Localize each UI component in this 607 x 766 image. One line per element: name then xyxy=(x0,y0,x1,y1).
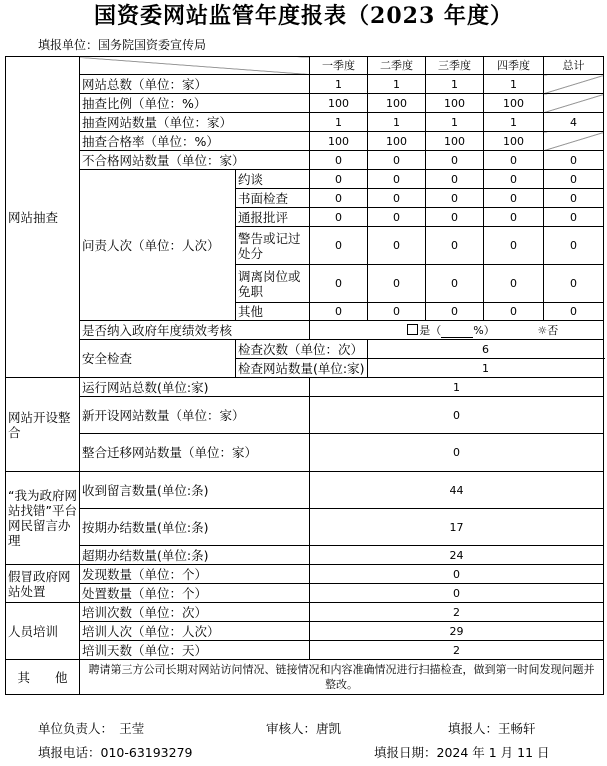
section-message: “我为政府网站找错”平台网民留言办理 xyxy=(6,472,80,565)
row-label: 培训天数（单位：天） xyxy=(80,641,310,660)
header-diagonal-cell xyxy=(80,57,310,75)
cell-value: 44 xyxy=(310,472,604,509)
cell-value: 0 xyxy=(484,151,544,170)
cell-total: 0 xyxy=(544,303,604,321)
cell-value: 0 xyxy=(310,584,604,603)
cell-value: 1 xyxy=(368,359,604,378)
cell-value: 1 xyxy=(310,378,604,397)
performance-options xyxy=(310,321,604,340)
col-q2: 二季度 xyxy=(368,57,426,75)
row-label: 网站总数（单位：家） xyxy=(80,75,310,94)
table-row xyxy=(6,509,604,546)
cell-value: 2 xyxy=(310,603,604,622)
cell-value: 100 xyxy=(368,94,426,113)
cell-value: 0 xyxy=(426,227,484,265)
cell-value: 1 xyxy=(426,113,484,132)
cell-value: 0 xyxy=(310,170,368,189)
report-title: 国资委网站监管年度报表（2023 年度） xyxy=(94,3,513,29)
cell-value: 0 xyxy=(484,189,544,208)
section-fake-sites: 假冒政府网站处置 xyxy=(6,565,80,603)
cell-value: 0 xyxy=(426,151,484,170)
table-row xyxy=(6,378,604,397)
cell-value: 6 xyxy=(368,340,604,359)
row-label: 收到留言数量(单位:条) xyxy=(80,472,310,509)
cell-value: 0 xyxy=(310,303,368,321)
row-label: 抽查比例（单位：%） xyxy=(80,94,310,113)
cell-value: 100 xyxy=(310,94,368,113)
cell-total: 0 xyxy=(544,151,604,170)
row-sublabel: 警告或记过处分 xyxy=(236,227,310,265)
row-label: 培训次数（单位：次） xyxy=(80,603,310,622)
fill-date: 填报日期：2024 年 1 月 11 日 xyxy=(374,745,550,760)
section-security: 安全检查 xyxy=(80,340,236,378)
cell-value: 29 xyxy=(310,622,604,641)
cell-value: 0 xyxy=(368,208,426,227)
cell-total: 0 xyxy=(544,170,604,189)
cell-value: 0 xyxy=(484,265,544,303)
cell-value: 0 xyxy=(426,208,484,227)
cell-value: 100 xyxy=(368,132,426,151)
table-row xyxy=(6,132,604,151)
cell-value: 1 xyxy=(310,113,368,132)
table-row xyxy=(6,584,604,603)
cell-value: 0 xyxy=(310,397,604,434)
section-other: 其 他 xyxy=(6,660,80,695)
cell-value: 1 xyxy=(310,75,368,94)
cell-value: 0 xyxy=(310,208,368,227)
row-label: 按期办结数量(单位:条) xyxy=(80,509,310,546)
row-label: 运行网站总数(单位:家) xyxy=(80,378,310,397)
cell-value: 0 xyxy=(368,265,426,303)
cell-value: 0 xyxy=(426,189,484,208)
cell-value: 1 xyxy=(368,113,426,132)
cell-value: 100 xyxy=(484,132,544,151)
cell-value: 100 xyxy=(426,94,484,113)
cell-value: 0 xyxy=(484,170,544,189)
cell-total: 0 xyxy=(544,265,604,303)
other-description: 聘请第三方公司长期对网站访问情况、链接情况和内容准确情况进行扫描检查，做到第一时间发现问题并整改。 xyxy=(80,660,604,695)
row-sublabel: 约谈 xyxy=(236,170,310,189)
table-row xyxy=(6,75,604,94)
cell-value: 2 xyxy=(310,641,604,660)
cell-value: 0 xyxy=(310,434,604,472)
table-row xyxy=(6,434,604,472)
cell-total: 0 xyxy=(544,227,604,265)
table-row xyxy=(6,603,604,622)
cell-value: 17 xyxy=(310,509,604,546)
table-row xyxy=(6,622,604,641)
cell-value: 0 xyxy=(484,303,544,321)
row-sublabel: 其他 xyxy=(236,303,310,321)
yes-checkbox[interactable] xyxy=(407,324,418,335)
cell-value: 0 xyxy=(368,227,426,265)
percent-blank[interactable] xyxy=(441,327,473,338)
table-row xyxy=(6,151,604,170)
accountability-label: 问责人次（单位：人次） xyxy=(80,170,236,321)
cell-value: 0 xyxy=(310,151,368,170)
cell-value: 0 xyxy=(368,151,426,170)
phone: 填报电话：010-63193279 xyxy=(38,745,193,760)
col-total: 总计 xyxy=(544,57,604,75)
responsible-person: 单位负责人： 王莹 xyxy=(38,721,145,736)
row-label: 整合迁移网站数量（单位：家） xyxy=(80,434,310,472)
reviewer: 审核人：唐凯 xyxy=(266,721,342,736)
col-q3: 三季度 xyxy=(426,57,484,75)
row-label: 检查次数（单位：次） xyxy=(236,340,368,359)
section-setup: 网站开设整合 xyxy=(6,378,80,472)
section-inspection: 网站抽查 xyxy=(6,57,80,378)
cell-value: 0 xyxy=(310,227,368,265)
filler: 填报人：王畅轩 xyxy=(448,721,536,736)
cell-value: 0 xyxy=(368,189,426,208)
cell-value: 0 xyxy=(310,189,368,208)
section-training: 人员培训 xyxy=(6,603,80,660)
no-label: 否 xyxy=(547,323,559,337)
cell-value: 100 xyxy=(310,132,368,151)
performance-label: 是否纳入政府年度绩效考核 xyxy=(80,321,310,340)
cell-total-empty xyxy=(544,75,604,94)
col-q4: 四季度 xyxy=(484,57,544,75)
cell-value: 100 xyxy=(426,132,484,151)
cell-total: 4 xyxy=(544,113,604,132)
cell-value: 24 xyxy=(310,546,604,565)
cell-value: 1 xyxy=(368,75,426,94)
cell-total-empty xyxy=(544,132,604,151)
cell-total: 0 xyxy=(544,189,604,208)
table-row xyxy=(6,94,604,113)
cell-value: 0 xyxy=(426,265,484,303)
row-sublabel: 通报批评 xyxy=(236,208,310,227)
table-row xyxy=(6,641,604,660)
cell-value: 1 xyxy=(426,75,484,94)
table-row xyxy=(6,170,604,189)
row-label: 抽查合格率（单位：%） xyxy=(80,132,310,151)
row-label: 培训人次（单位：人次） xyxy=(80,622,310,641)
row-label: 检查网站数量(单位:家) xyxy=(236,359,368,378)
cell-value: 100 xyxy=(484,94,544,113)
row-label: 新开设网站数量（单位：家） xyxy=(80,397,310,434)
table-row xyxy=(6,340,604,359)
row-sublabel: 调离岗位或免职 xyxy=(236,265,310,303)
reporting-unit: 填报单位：国务院国资委宣传局 xyxy=(38,38,207,52)
report-table xyxy=(5,56,604,695)
row-sublabel: 书面检查 xyxy=(236,189,310,208)
table-row xyxy=(6,321,604,340)
cell-value: 0 xyxy=(426,170,484,189)
cell-value: 1 xyxy=(484,75,544,94)
cell-value: 0 xyxy=(484,227,544,265)
col-q1: 一季度 xyxy=(310,57,368,75)
row-label: 不合格网站数量（单位：家） xyxy=(80,151,310,170)
table-row xyxy=(6,113,604,132)
table-row xyxy=(6,472,604,509)
cell-value: 0 xyxy=(426,303,484,321)
table-row xyxy=(6,565,604,584)
cell-value: 0 xyxy=(310,565,604,584)
cell-value: 0 xyxy=(368,303,426,321)
table-row xyxy=(6,660,604,695)
yes-suffix: %） xyxy=(473,323,495,337)
cell-total-empty xyxy=(544,94,604,113)
yes-prefix: 是（ xyxy=(419,323,442,337)
cell-value: 1 xyxy=(484,113,544,132)
table-row xyxy=(6,546,604,565)
no-option-icon[interactable]: ☼ xyxy=(537,323,548,337)
cell-total: 0 xyxy=(544,208,604,227)
row-label: 抽查网站数量（单位：家） xyxy=(80,113,310,132)
cell-value: 0 xyxy=(310,265,368,303)
cell-value: 0 xyxy=(368,170,426,189)
row-label: 处置数量（单位：个） xyxy=(80,584,310,603)
row-label: 超期办结数量(单位:条) xyxy=(80,546,310,565)
cell-value: 0 xyxy=(484,208,544,227)
table-row xyxy=(6,397,604,434)
row-label: 发现数量（单位：个） xyxy=(80,565,310,584)
